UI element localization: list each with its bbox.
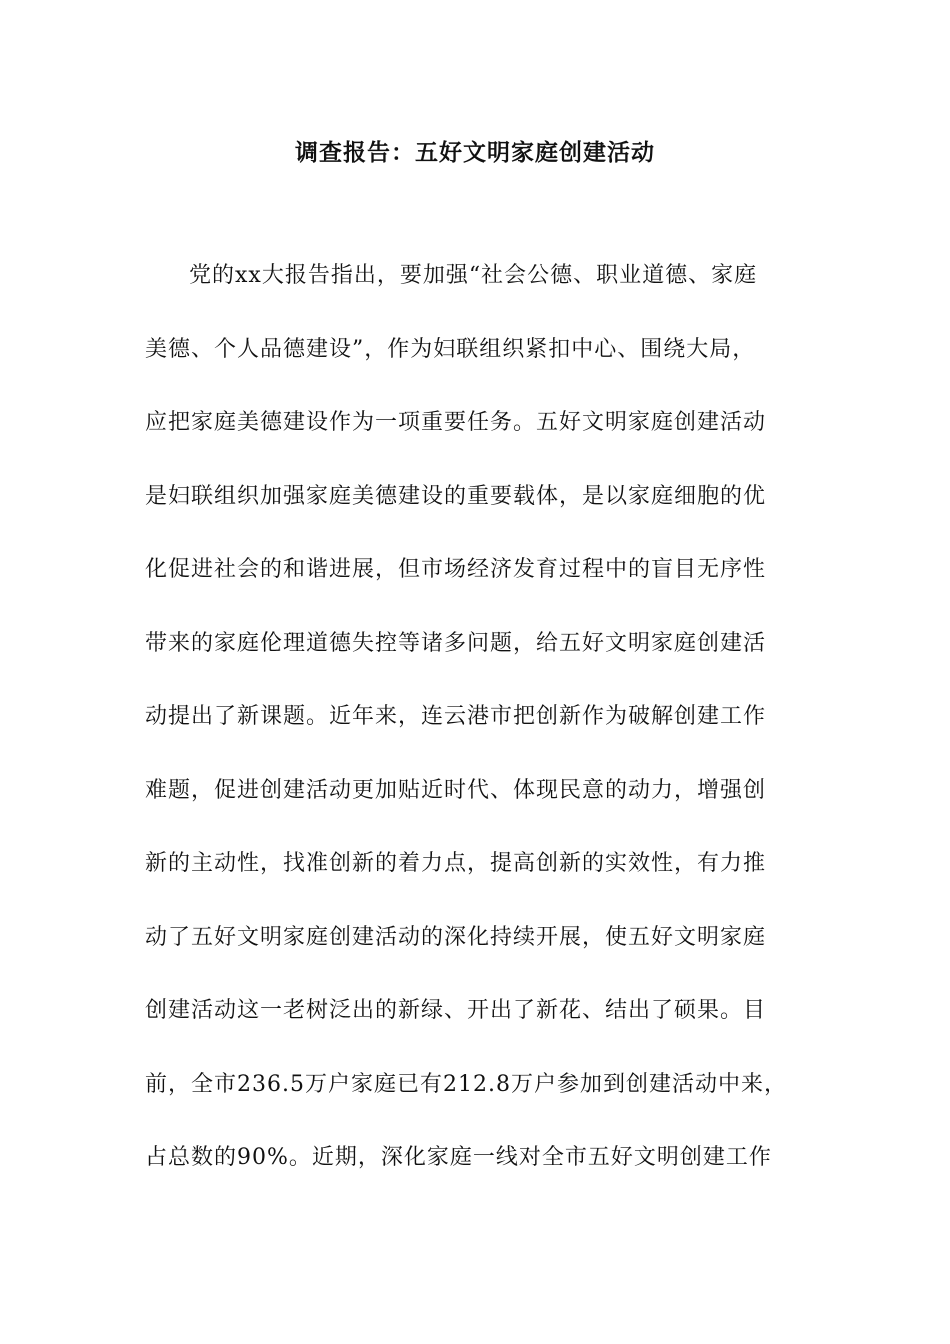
paragraph-line: 是妇联组织加强家庭美德建设的重要载体，是以家庭细胞的优 [145, 483, 767, 509]
paragraph-line: 美德、个人品德建设”，作为妇联组织紧扣中心、围绕大局， [145, 336, 756, 362]
paragraph-line: 化促进社会的和谐进展，但市场经济发育过程中的盲目无序性 [145, 557, 767, 582]
paragraph-line: 应把家庭美德建设作为一项重要任务。五好文明家庭创建活动 [145, 410, 767, 435]
document-title: 调查报告：五好文明家庭创建活动 [295, 140, 655, 166]
paragraph-line: 新的主动性，找准创新的着力点，提高创新的实效性，有力推 [145, 851, 767, 876]
paragraph-line: 动了五好文明家庭创建活动的深化持续开展，使五好文明家庭 [145, 924, 767, 950]
paragraph-line: 占总数的90%。近期，深化家庭一线对全市五好文明创建工作 [145, 1145, 772, 1170]
paragraph-line: 党的xx大报告指出，要加强“社会公德、职业道德、家庭 [189, 263, 758, 288]
paragraph-line: 动提出了新课题。近年来，连云港市把创新作为破解创建工作 [145, 704, 767, 729]
paragraph-line: 难题，促进创建活动更加贴近时代、体现民意的动力，增强创 [145, 777, 767, 803]
paragraph-line: 前，全市236.5万户家庭已有212.8万户参加到创建活动中来， [145, 1071, 787, 1097]
paragraph-line: 带来的家庭伦理道德失控等诸多问题，给五好文明家庭创建活 [145, 630, 767, 656]
document-body [145, 258, 815, 1214]
paragraph-line: 创建活动这一老树泛出的新绿、开出了新花、结出了硕果。目 [145, 998, 767, 1023]
